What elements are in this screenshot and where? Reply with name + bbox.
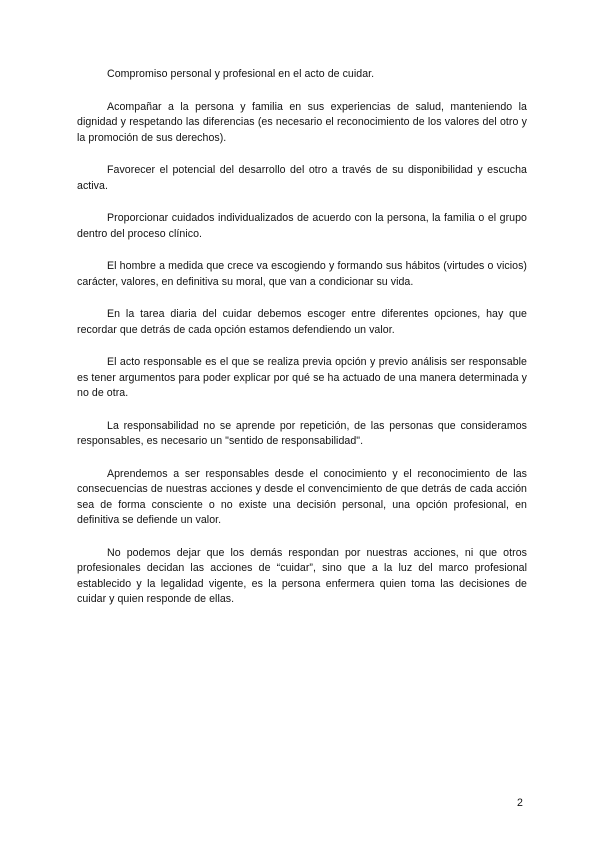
- paragraph-4: Proporcionar cuidados individualizados de acuerdo con la persona, la familia o el grupo dentro del proceso clínico.: [77, 212, 527, 240]
- paragraph-9: Aprendemos a ser responsables desde el conocimiento y el reconocimiento de las consecuencias de nuestras acciones y desde el convencimiento de que detrás de cada acción sea de forma consciente o no existe una decisión personal, una opción profesional, en definitiva se defiende un valor.: [77, 467, 527, 526]
- page-number: 2: [517, 797, 523, 809]
- paragraph-6: En la tarea diaria del cuidar debemos escoger entre diferentes opciones, hay que recordar que detrás de cada opción estamos defendiendo un valor.: [77, 308, 527, 336]
- paragraph-10: No podemos dejar que los demás respondan por nuestras acciones, ni que otros profesionales decidan las acciones de “cuidar”, sino que a la luz del marco profesional establecido y la legalidad vigente, es la persona enfermera quien toma las decisiones de cuidar y quien responde de ellas.: [77, 546, 527, 605]
- paragraph-1: Compromiso personal y profesional en el acto de cuidar.: [107, 68, 375, 80]
- paragraph-3: Favorecer el potencial del desarrollo del otro a través de su disponibilidad y escucha activa.: [77, 164, 527, 192]
- paragraph-8: La responsabilidad no se aprende por repetición, de las personas que consideramos responsables, es necesario un "sentido de responsabilidad".: [77, 419, 527, 447]
- document-body: [77, 67, 527, 625]
- paragraph-7: El acto responsable es el que se realiza previa opción y previo análisis ser responsable es tener argumentos para poder explicar por qué se ha actuado de una manera determinada y no de otra.: [77, 356, 527, 399]
- paragraph-2: Acompañar a la persona y familia en sus experiencias de salud, manteniendo la dignidad y respetando las diferencias (es necesario el reconocimiento de los valores del otro y la promoción de sus derechos).: [77, 100, 527, 144]
- paragraph-5: El hombre a medida que crece va escogiendo y formando sus hábitos (virtudes o vicios) carácter, valores, en definitiva su moral, que van a condicionar su vida.: [77, 260, 527, 288]
